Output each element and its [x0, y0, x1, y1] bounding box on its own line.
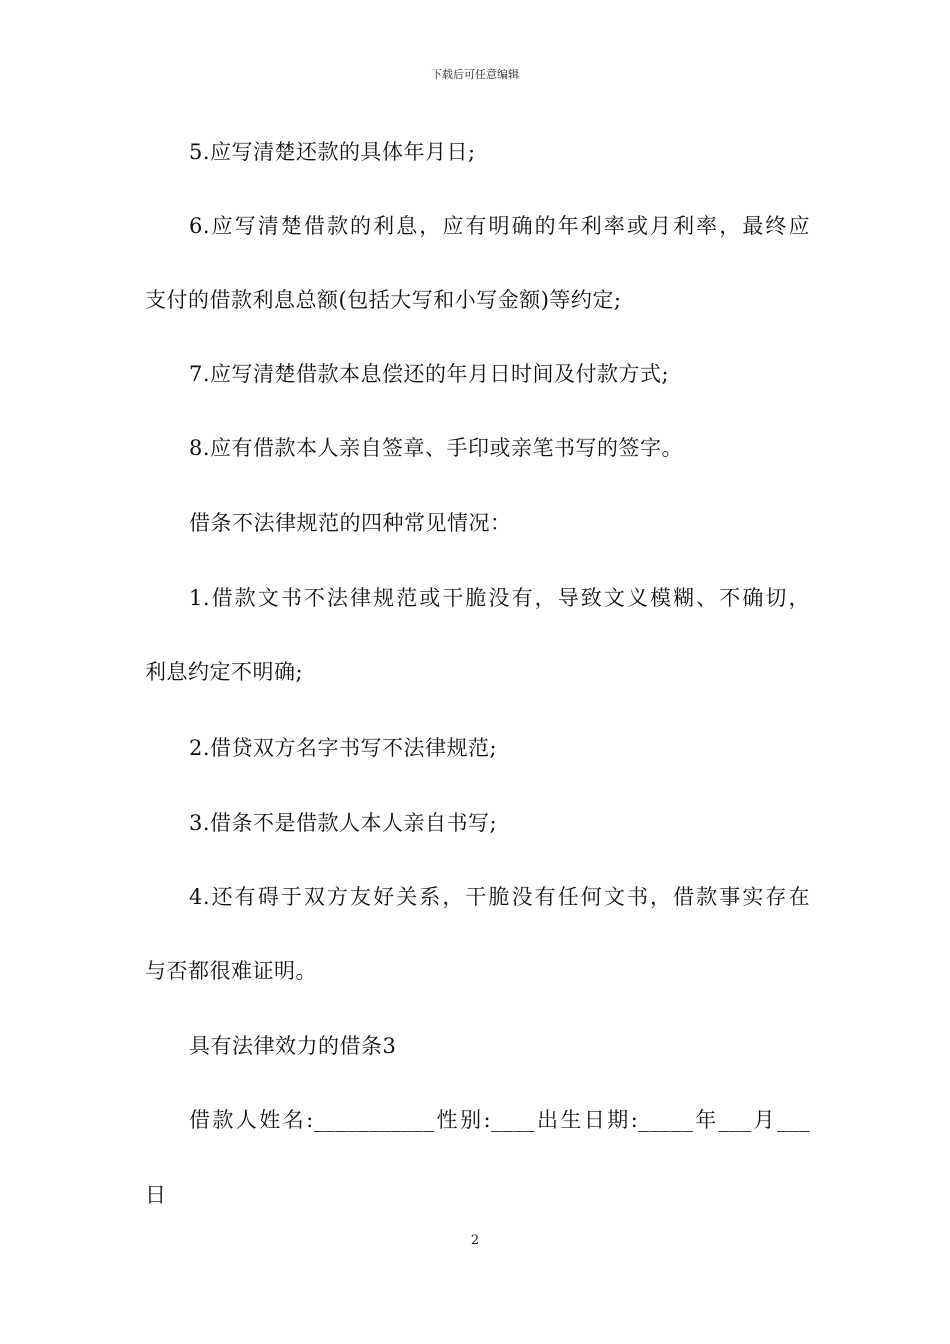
paragraph-line-3: 支付的借款利息总额(包括大写和小写金额)等约定; [145, 288, 622, 312]
form-line-borrower: 借款人姓名:___________性别:____出生日期:_____年___月___ [189, 1108, 810, 1132]
paragraph-line-12: 与否都很难证明。 [145, 959, 317, 983]
paragraph-line-10: 3.借条不是借款人本人亲自书写; [189, 811, 498, 835]
paragraph-line-9: 2.借贷双方名字书写不法律规范; [189, 736, 498, 760]
paragraph-line-2: 6.应写清楚借款的利息，应有明确的年利率或月利率，最终应 [189, 214, 810, 238]
page-number: 2 [470, 1233, 480, 1248]
form-line-day: 日 [145, 1183, 167, 1207]
paragraph-line-4: 7.应写清楚借款本息偿还的年月日时间及付款方式; [189, 362, 670, 386]
paragraph-line-8: 利息约定不明确; [145, 660, 304, 684]
page-header: 下载后可任意编辑 [431, 68, 519, 81]
paragraph-line-11: 4.还有碍于双方友好关系，干脆没有任何文书，借款事实存在 [189, 885, 810, 909]
paragraph-line-6: 借条不法律规范的四种常见情况： [189, 511, 512, 535]
paragraph-line-5: 8.应有借款本人亲自签章、手印或亲笔书写的签字。 [189, 436, 684, 460]
paragraph-line-1: 5.应写清楚还款的具体年月日; [189, 140, 476, 164]
paragraph-line-7: 1.借款文书不法律规范或干脆没有，导致文义模糊、不确切， [189, 586, 810, 610]
section-heading: 具有法律效力的借条3 [189, 1034, 397, 1058]
